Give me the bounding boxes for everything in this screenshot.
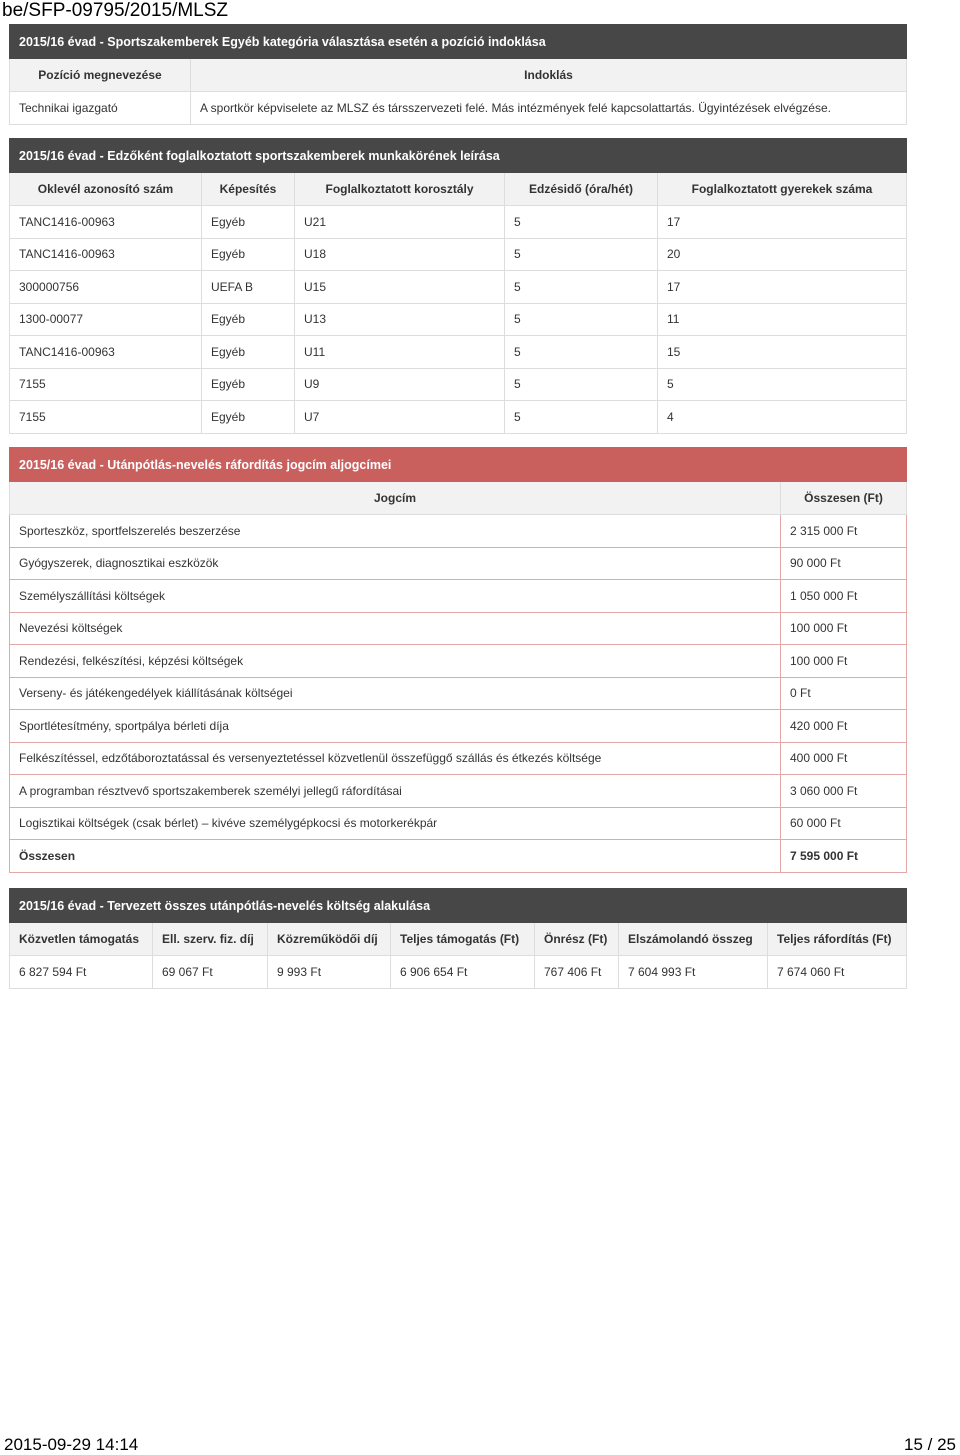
section-title: 2015/16 évad - Sportszakemberek Egyéb kategória választása esetén a pozíció indoklása <box>10 25 907 59</box>
cell: 11 <box>658 303 907 336</box>
cell-amount: 3 060 000 Ft <box>781 775 907 808</box>
column-header-certificate-id: Oklevél azonosító szám <box>10 173 202 206</box>
table-row <box>10 547 907 580</box>
column-header-reason: Indoklás <box>191 59 907 92</box>
table-row <box>10 580 907 613</box>
table-row <box>10 303 907 336</box>
document-id-header: be/SFP-09795/2015/MLSZ <box>2 0 229 21</box>
section-expense-subcategories <box>9 447 907 873</box>
cell: 20 <box>658 238 907 271</box>
column-header-children-count: Foglalkoztatott gyerekek száma <box>658 173 907 206</box>
section-coach-duties <box>9 138 907 434</box>
cell: Egyéb <box>202 303 295 336</box>
section-title: 2015/16 évad - Utánpótlás-nevelés ráfordítás jogcím aljogcímei <box>10 448 907 482</box>
cell: U21 <box>295 206 505 239</box>
cell: 5 <box>505 401 658 434</box>
cell-position: Technikai igazgató <box>10 92 191 125</box>
table-row <box>10 612 907 645</box>
cell-category: Gyógyszerek, diagnosztikai eszközök <box>10 547 781 580</box>
cell: 4 <box>658 401 907 434</box>
table-row <box>10 775 907 808</box>
table-row <box>10 742 907 775</box>
cell: 6 906 654 Ft <box>391 956 535 989</box>
cell: U13 <box>295 303 505 336</box>
cell-category: Logisztikai költségek (csak bérlet) – kivéve személygépkocsi és motorkerékpár <box>10 807 781 840</box>
table-row <box>10 336 907 369</box>
table-row <box>10 515 907 548</box>
cell-category: Sporteszköz, sportfelszerelés beszerzése <box>10 515 781 548</box>
cell: 767 406 Ft <box>535 956 619 989</box>
column-header-total: Összesen (Ft) <box>781 482 907 515</box>
table-row <box>10 206 907 239</box>
cell: 15 <box>658 336 907 369</box>
cell: 1300-00077 <box>10 303 202 336</box>
cell: U7 <box>295 401 505 434</box>
footer-page-number: 15 / 25 <box>904 1435 956 1454</box>
column-header-direct-support: Közvetlen támogatás <box>10 923 153 956</box>
cell-reason: A sportkör képviselete az MLSZ és társszervezeti felé. Más intézmények felé kapcsolattartás. Ügyintézések elvégzése. <box>191 92 907 125</box>
cell-amount: 1 050 000 Ft <box>781 580 907 613</box>
cell-category: Rendezési, felkészítési, képzési költségek <box>10 645 781 678</box>
section-title: 2015/16 évad - Edzőként foglalkoztatott sportszakemberek munkakörének leírása <box>10 139 907 173</box>
column-header-contributor-fee: Közreműködői díj <box>268 923 391 956</box>
cell: 5 <box>505 271 658 304</box>
table-row <box>10 238 907 271</box>
cell: TANC1416-00963 <box>10 238 202 271</box>
cell: U15 <box>295 271 505 304</box>
cell-amount: 420 000 Ft <box>781 710 907 743</box>
column-header-qualification: Képesítés <box>202 173 295 206</box>
cell: 9 993 Ft <box>268 956 391 989</box>
table-row <box>10 271 907 304</box>
column-header-category: Jogcím <box>10 482 781 515</box>
cell-amount: 100 000 Ft <box>781 645 907 678</box>
cell: 7 674 060 Ft <box>768 956 907 989</box>
cell-total-amount: 7 595 000 Ft <box>781 840 907 873</box>
table-row <box>10 956 907 989</box>
cell-category: Felkészítéssel, edzőtáboroztatással és versenyeztetéssel közvetlenül összefüggő szállás és étkezés költsége <box>10 742 781 775</box>
cell-amount: 60 000 Ft <box>781 807 907 840</box>
cell-category: Személyszállítási költségek <box>10 580 781 613</box>
column-header-age-group: Foglalkoztatott korosztály <box>295 173 505 206</box>
cell: 5 <box>505 303 658 336</box>
cell: U18 <box>295 238 505 271</box>
cell: U9 <box>295 368 505 401</box>
table-row <box>10 92 907 125</box>
cell-amount: 400 000 Ft <box>781 742 907 775</box>
cell-category: Verseny- és játékengedélyek kiállításának költségei <box>10 677 781 710</box>
table-row <box>10 401 907 434</box>
cell: 69 067 Ft <box>153 956 268 989</box>
cell: Egyéb <box>202 368 295 401</box>
cell: 300000756 <box>10 271 202 304</box>
cell: 5 <box>505 368 658 401</box>
cell-total-label: Összesen <box>10 840 781 873</box>
column-header-position: Pozíció megnevezése <box>10 59 191 92</box>
cell-amount: 2 315 000 Ft <box>781 515 907 548</box>
column-header-accountable-amount: Elszámolandó összeg <box>619 923 768 956</box>
section-planned-costs <box>9 888 907 989</box>
cell: Egyéb <box>202 336 295 369</box>
cell: TANC1416-00963 <box>10 336 202 369</box>
footer-timestamp: 2015-09-29 14:14 <box>4 1435 139 1454</box>
column-header-training-hours: Edzésidő (óra/hét) <box>505 173 658 206</box>
cell: 7 604 993 Ft <box>619 956 768 989</box>
cell: 6 827 594 Ft <box>10 956 153 989</box>
column-header-total-support: Teljes támogatás (Ft) <box>391 923 535 956</box>
cell: 5 <box>505 238 658 271</box>
section-title: 2015/16 évad - Tervezett összes utánpótlás-nevelés költség alakulása <box>10 889 907 923</box>
column-header-total-expense: Teljes ráfordítás (Ft) <box>768 923 907 956</box>
cell-category: A programban résztvevő sportszakemberek személyi jellegű ráfordításai <box>10 775 781 808</box>
total-row <box>10 840 907 873</box>
cell: UEFA B <box>202 271 295 304</box>
cell: Egyéb <box>202 238 295 271</box>
cell: TANC1416-00963 <box>10 206 202 239</box>
cell: 5 <box>505 336 658 369</box>
cell: Egyéb <box>202 401 295 434</box>
table-row <box>10 677 907 710</box>
cell: U11 <box>295 336 505 369</box>
cell: 7155 <box>10 368 202 401</box>
cell: Egyéb <box>202 206 295 239</box>
table-row <box>10 368 907 401</box>
cell: 17 <box>658 271 907 304</box>
cell: 7155 <box>10 401 202 434</box>
cell-category: Nevezési költségek <box>10 612 781 645</box>
table-row <box>10 807 907 840</box>
cell-amount: 100 000 Ft <box>781 612 907 645</box>
column-header-own-share: Önrész (Ft) <box>535 923 619 956</box>
cell-category: Sportlétesítmény, sportpálya bérleti díja <box>10 710 781 743</box>
cell: 5 <box>658 368 907 401</box>
cell-amount: 0 Ft <box>781 677 907 710</box>
table-row <box>10 645 907 678</box>
column-header-control-fee: Ell. szerv. fiz. díj <box>153 923 268 956</box>
table-row <box>10 710 907 743</box>
cell: 5 <box>505 206 658 239</box>
cell: 17 <box>658 206 907 239</box>
section-position-justification <box>9 24 907 125</box>
cell-amount: 90 000 Ft <box>781 547 907 580</box>
